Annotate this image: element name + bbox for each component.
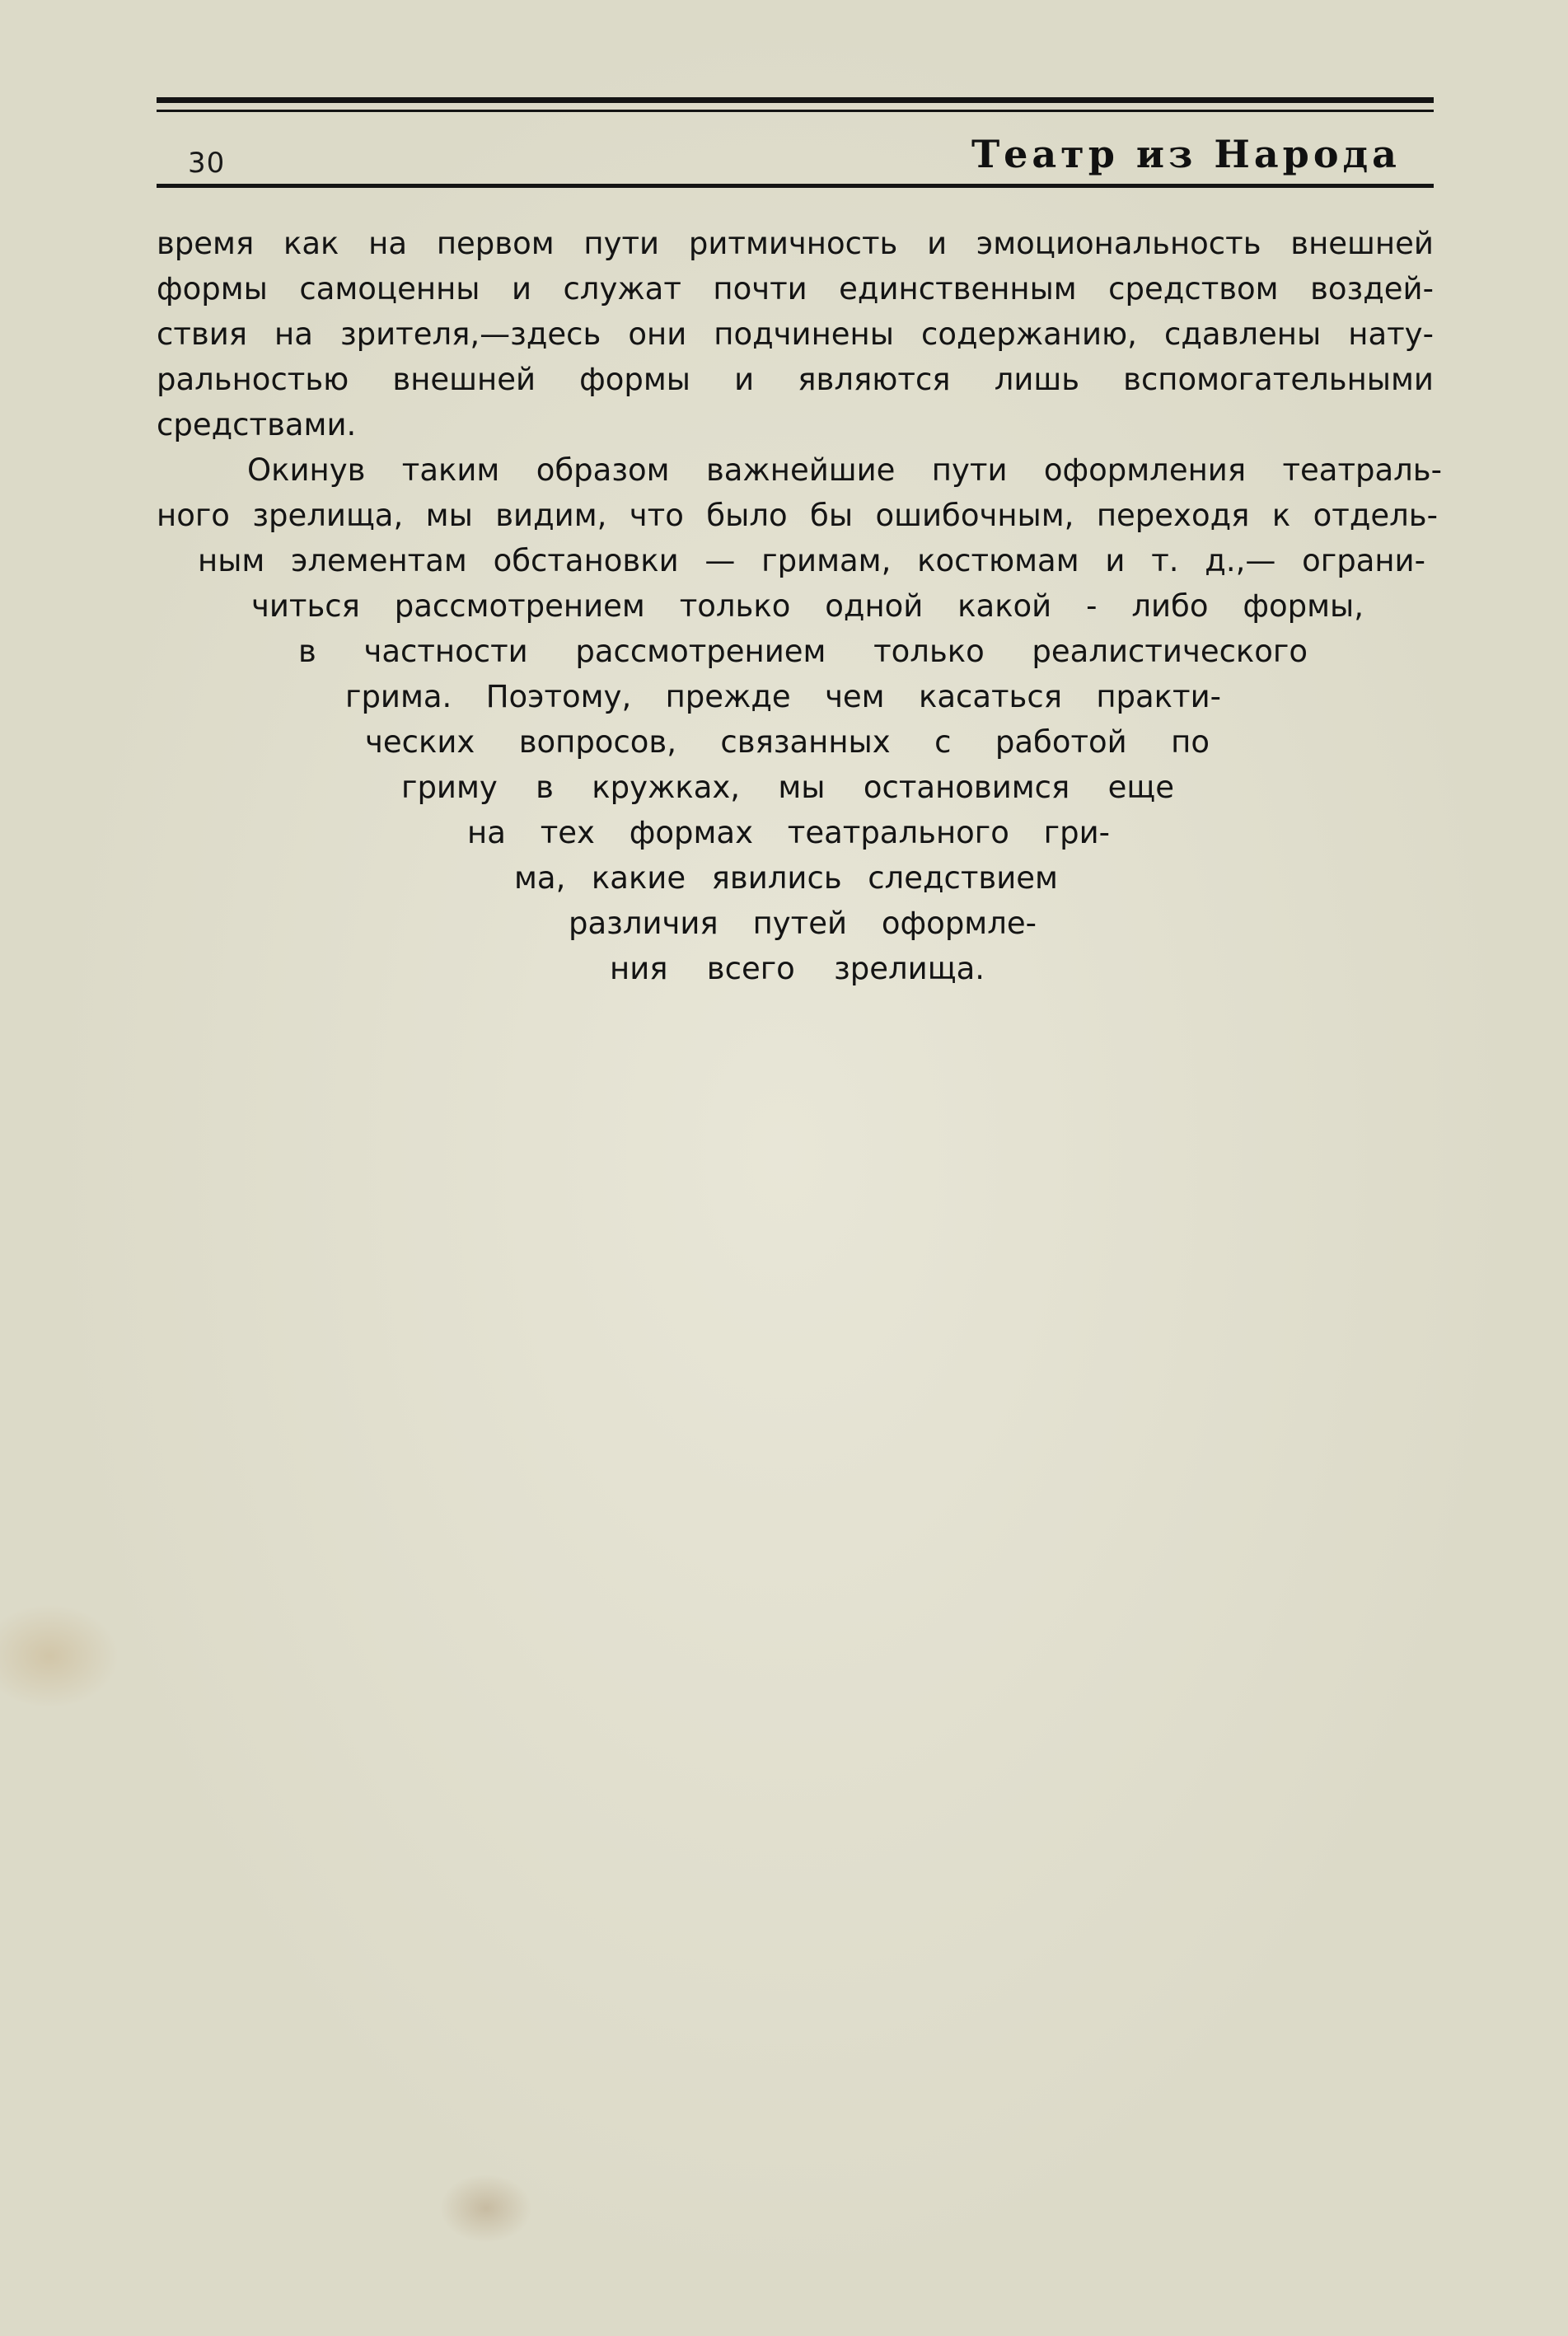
word: пути xyxy=(931,452,1008,488)
word: практи- xyxy=(1096,679,1221,714)
word: нату- xyxy=(1348,316,1434,352)
word: сдавлены xyxy=(1163,316,1322,352)
word: остановимся xyxy=(863,770,1070,805)
header-double-rule-top xyxy=(157,97,1434,103)
word: зрелища, xyxy=(252,498,404,533)
word: рассмотрением xyxy=(575,634,826,669)
word: подчинены xyxy=(714,316,894,352)
word: путей xyxy=(752,906,848,941)
word: мы xyxy=(425,498,473,533)
word: образом xyxy=(536,452,670,488)
word: тех xyxy=(540,815,595,850)
word: гриму xyxy=(401,770,498,805)
word: работой xyxy=(995,724,1127,760)
word: какой xyxy=(957,588,1052,624)
word: еще xyxy=(1107,770,1174,805)
word: пути xyxy=(583,226,660,261)
text-line xyxy=(251,583,1364,629)
text-line xyxy=(247,447,1442,493)
word: время xyxy=(157,226,255,261)
word: т. xyxy=(1151,543,1179,578)
word: они xyxy=(628,316,687,352)
word: кружках, xyxy=(592,770,741,805)
header-double-rule-bottom xyxy=(157,110,1434,112)
word: оформле- xyxy=(881,906,1037,941)
text-line: средствами. xyxy=(157,407,357,442)
word: касаться xyxy=(918,679,1062,714)
text-line xyxy=(157,357,1434,402)
word: театраль- xyxy=(1282,452,1442,488)
word: только xyxy=(873,634,985,669)
word: зрителя,—здесь xyxy=(339,316,601,352)
word: ма, xyxy=(514,860,566,896)
word: единственным xyxy=(839,271,1077,307)
word: воздей- xyxy=(1310,271,1434,307)
word: ошибочным, xyxy=(875,498,1074,533)
running-head xyxy=(157,130,1434,180)
word: явились xyxy=(711,860,842,896)
word: формы, xyxy=(1243,588,1364,624)
word: формы xyxy=(579,362,691,397)
word: частности xyxy=(363,634,528,669)
text-line xyxy=(157,221,1434,266)
word: почти xyxy=(713,271,807,307)
text-line xyxy=(401,765,1174,810)
word: и xyxy=(511,271,531,307)
word: ческих xyxy=(365,724,475,760)
word: содержанию, xyxy=(920,316,1137,352)
word: ным xyxy=(198,543,265,578)
word: связанных xyxy=(720,724,891,760)
word: мы xyxy=(778,770,826,805)
word: служат xyxy=(563,271,681,307)
word: ограни- xyxy=(1302,543,1425,578)
word: обстановки xyxy=(493,543,679,578)
word: всего xyxy=(706,951,795,986)
word: ральностью xyxy=(157,362,349,397)
word: являются xyxy=(798,362,951,397)
text-line xyxy=(157,493,1438,538)
word: театрального xyxy=(787,815,1009,850)
word: зрелища. xyxy=(834,951,985,986)
text-line xyxy=(569,901,1037,946)
text-line xyxy=(298,629,1308,674)
word: гри- xyxy=(1043,815,1110,850)
word: — xyxy=(704,543,736,578)
word: было xyxy=(706,498,788,533)
word: первом xyxy=(436,226,555,261)
text-line xyxy=(514,855,1058,901)
word: к xyxy=(1271,498,1291,533)
word: рассмотрением xyxy=(394,588,645,624)
word: как xyxy=(283,226,339,261)
text-line xyxy=(610,946,985,991)
word: с xyxy=(934,724,952,760)
word: по xyxy=(1171,724,1210,760)
word: на xyxy=(467,815,506,850)
word: Окинув xyxy=(247,452,366,488)
text-line xyxy=(345,674,1221,719)
word: формах xyxy=(629,815,753,850)
text-line xyxy=(198,538,1425,583)
word: читься xyxy=(251,588,360,624)
word: важнейшие xyxy=(705,452,896,488)
word: вспомогательными xyxy=(1123,362,1434,397)
word: прежде xyxy=(665,679,791,714)
word: что xyxy=(629,498,684,533)
word: в xyxy=(536,770,554,805)
word: оформления xyxy=(1043,452,1247,488)
word: какие xyxy=(591,860,686,896)
word: внешней xyxy=(1290,226,1434,261)
word: переходя xyxy=(1096,498,1250,533)
word: костюмам xyxy=(917,543,1079,578)
word: ния xyxy=(610,951,668,986)
body-text xyxy=(157,221,1442,991)
word: таким xyxy=(401,452,500,488)
word: д.,— xyxy=(1205,543,1276,578)
word: отдель- xyxy=(1313,498,1438,533)
word: ритмичность xyxy=(688,226,898,261)
word: Поэтому, xyxy=(485,679,632,714)
word: и xyxy=(927,226,948,261)
text-line xyxy=(157,311,1434,357)
word: внешней xyxy=(392,362,536,397)
word: формы xyxy=(157,271,268,307)
word: одной xyxy=(825,588,924,624)
text-line xyxy=(467,810,1110,855)
text-line xyxy=(365,719,1210,765)
word: видим, xyxy=(495,498,607,533)
word: средством xyxy=(1108,271,1279,307)
word: в xyxy=(298,634,316,669)
word: ного xyxy=(157,498,230,533)
word: - xyxy=(1086,588,1098,624)
word: на xyxy=(274,316,313,352)
header-underline xyxy=(157,184,1434,188)
word: на xyxy=(368,226,408,261)
word: бы xyxy=(810,498,854,533)
word: ствия xyxy=(157,316,248,352)
word: и xyxy=(1105,543,1126,578)
word: следствием xyxy=(868,860,1058,896)
word: различия xyxy=(569,906,718,941)
word: реалистического xyxy=(1032,634,1308,669)
page-number: 30 xyxy=(188,147,226,180)
word: самоценны xyxy=(299,271,480,307)
word: и xyxy=(734,362,755,397)
word: лишь xyxy=(994,362,1080,397)
word: гримам, xyxy=(761,543,892,578)
word: чем xyxy=(825,679,885,714)
word: элементам xyxy=(291,543,467,578)
word: эмоциональность xyxy=(976,226,1261,261)
word: вопросов, xyxy=(518,724,676,760)
word: либо xyxy=(1131,588,1209,624)
text-line xyxy=(157,266,1434,311)
journal-title: Театр из Народа xyxy=(971,132,1401,176)
word: только xyxy=(679,588,791,624)
word: грима. xyxy=(345,679,452,714)
